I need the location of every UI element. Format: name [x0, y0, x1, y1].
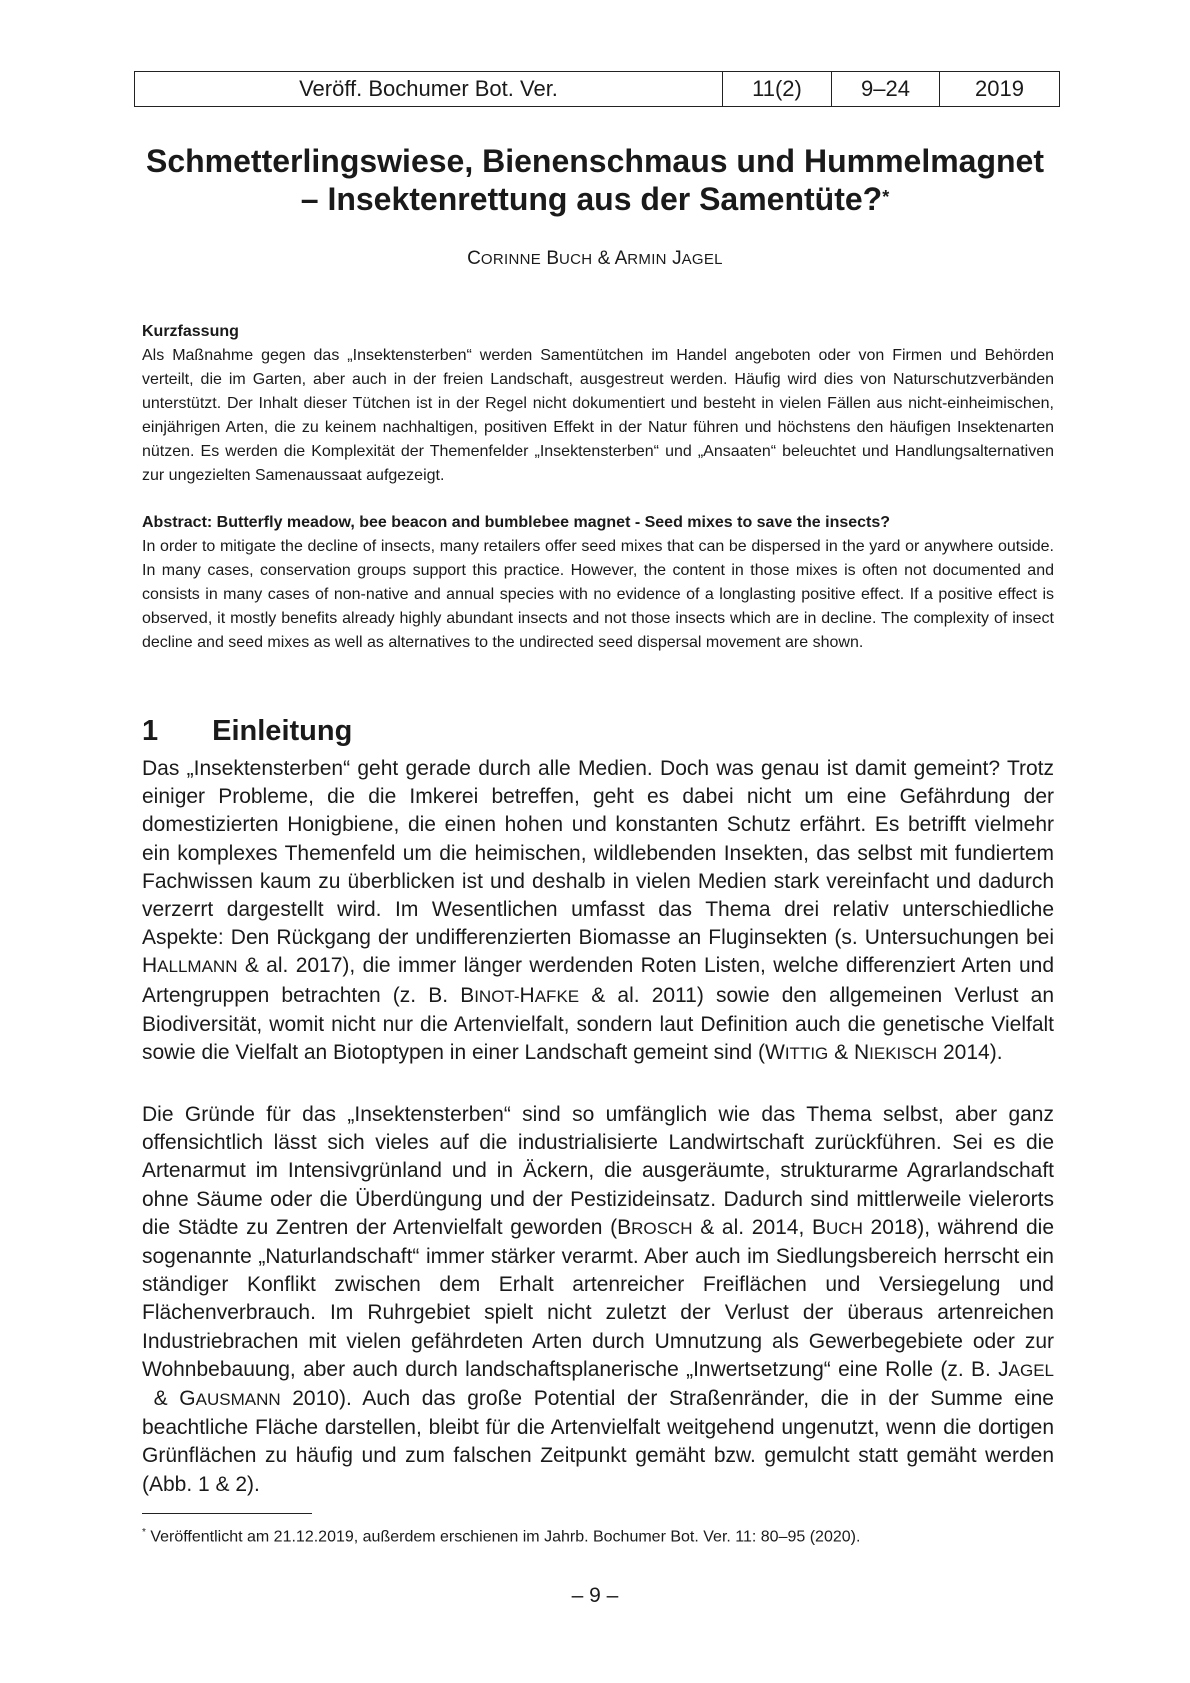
para1-text-1: Das „Insektensterben“ geht gerade durch alle Medien. Doch was genau ist damit gemeint? Trotz einiger Probleme, die die Imkerei betreffen, geht es dabei nicht um eine Gefährdung der domestizierten Honigbiene, die einen hohen und konstanten Schutz erfährt. Es betrifft vielmehr ein komplexes Themenfeld um die heimischen, wildlebenden Insekten, das selbst mit fundiertem Fachwissen kaum zu überblicken ist und deshalb in vielen Medien stark vereinfacht und dadurch verzerrt dargestellt wird. Im Wesentlichen umfasst das Thema drei relativ unterschiedliche Aspekte: Den Rückgang der undifferenzierten Biomasse an Fluginsekten (s. Untersuchungen bei — [142, 757, 1054, 950]
section-number: 1 — [142, 715, 159, 747]
para2-name-buch-rest: UCH — [826, 1218, 863, 1238]
para1-name-hafke-rest: AFKE — [534, 986, 580, 1006]
author-2-last-rest: AGEL — [681, 251, 723, 268]
para2-text-2: & al. 2014, — [692, 1215, 812, 1239]
para1-name-hafke-initial: H — [519, 983, 535, 1007]
section-heading — [142, 715, 352, 748]
author-1-first-rest: ORINNE — [480, 251, 542, 268]
para2-name-gausmann-initial: G — [179, 1387, 196, 1411]
footnote — [142, 1527, 860, 1546]
para1-text-3: & al. 2011) sowie den allgemeinen Verlust an Biodiversität, womit nicht nur die Artenvielfalt, sondern laut Definition auch die genetische Vielfalt sowie die Vielfalt an Biotoptypen in einer Landschaft gemeint sind ( — [142, 983, 1055, 1065]
abstract-heading: Abstract: Butterfly meadow, bee beacon and bumblebee magnet - Seed mixes to save the insects? — [142, 514, 891, 531]
para2-name-jagel-initial: J — [998, 1357, 1009, 1381]
para2-name-brosch-rest: ROSCH — [631, 1218, 693, 1238]
journal-header-table — [134, 71, 1060, 107]
footnote-text: Veröffentlicht am 21.12.2019, außerdem erschienen im Jahrb. Bochumer Bot. Ver. 11: 80–95 (2020). — [145, 1528, 861, 1546]
para2-text-5: 2010). Auch das große Potential der Straßenränder, die in der Summe eine beachtliche Fläche darstellen, bleibt für die Artenvielfalt weitgehend ungenutzt, wenn die dortigen Grünflächen zu häufig und zum falschen Zeitpunkt gemäht bzw. gemulcht statt gemäht werden (Abb. 1 & 2). — [142, 1387, 1054, 1496]
journal-name: Veröff. Bochumer Bot. Ver. — [135, 72, 723, 106]
author-2-last-initial: J — [672, 248, 682, 269]
paper-title — [100, 142, 1090, 218]
para2-text-1: Die Gründe für das „Insektensterben“ sind so umfänglich wie das Thema selbst, aber ganz offensichtlich lässt sich vieles auf die industrialisierte Landwirtschaft zurückführen. Sei es die Artenarmut im Intensivgrünland und in Äckern, die ausgeräumte, strukturarme Agrarlandschaft ohne Säume oder die Überdüngung und der Pestizideinsatz. Dadurch sind mittlerweile vielerorts die Städte zu Zentren der Artenvielfalt geworden ( — [142, 1103, 1054, 1239]
para2-name-buch-initial: B — [812, 1215, 827, 1239]
para2-text-3: 2018), während die sogenannte „Naturlandschaft“ immer stärker verarmt. Aber auch im Siedlungsbereich herrscht ein ständiger Konflikt zwischen dem Erhalt artenreicher Freiflächen und Versiegelung und Flächenverbrauch. Im Ruhrgebiet spielt nicht zuletzt der Verlust der überaus artenreichen Industriebrachen mit vielen gefährdeten Arten durch Umnutzung als Gewerbegebiete oder zur Wohnbebauung, aber auch durch landschaftsplanerische „Inwertsetzung“ eine Rolle (z. B. — [142, 1215, 1054, 1381]
para1-text-5: 2014). — [937, 1041, 1003, 1065]
para1-name-wittig-rest: ITTIG — [784, 1044, 829, 1064]
author-1-first-initial: C — [467, 248, 481, 269]
kurzfassung-heading: Kurzfassung — [142, 323, 239, 340]
title-footnote-mark: * — [882, 187, 890, 207]
footnote-rule — [142, 1513, 312, 1514]
journal-volume: 11(2) — [723, 72, 832, 106]
body-paragraph-1 — [142, 755, 1054, 1068]
para1-name-niekisch-rest: IEKISCH — [869, 1044, 938, 1064]
para2-name-gausmann-rest: AUSMANN — [195, 1390, 281, 1410]
title-line-2 — [100, 180, 1090, 218]
title-line-1: Schmetterlingswiese, Bienenschmaus und Hummelmagnet — [145, 143, 1044, 179]
title-line-2-text: – Insektenrettung aus der Samentüte? — [300, 181, 883, 217]
authors — [0, 248, 1190, 270]
author-1-last-initial: B — [546, 248, 559, 269]
para1-name-binot-rest: INOT- — [474, 986, 520, 1006]
journal-year: 2019 — [975, 76, 1024, 101]
body-paragraph-2 — [142, 1101, 1054, 1499]
para1-name-hallmann-initial: H — [142, 954, 158, 978]
para1-text-2: & al. 2017), die immer länger werdenden Roten Listen, welche differenziert Arten und Artengruppen betrachten (z. B. — [142, 954, 1054, 1007]
page-number: – 9 – — [571, 1584, 619, 1607]
para2-name-jagel-rest: AGEL — [1008, 1360, 1054, 1380]
para1-name-niekisch-initial: N — [853, 1041, 870, 1065]
section-title: Einleitung — [212, 715, 353, 747]
abstract-block — [142, 511, 1054, 655]
para2-text-4: & — [142, 1387, 180, 1411]
abstract-text: In order to mitigate the decline of insects, many retailers offer seed mixes that can be dispersed in the yard or anywhere outside. In many cases, conservation groups support this practice. However, the content in those mixes is often not documented and consists in many cases of non-native and annual species with no evidence of a longlasting positive effect. If a positive effect is observed, it mostly benefits already highly abundant insects and not those insects which are in decline. The complexity of insect decline and seed mixes as well as alternatives to the undirected seed dispersal movement are shown. — [142, 538, 1054, 651]
author-2-first-initial: A — [614, 248, 628, 269]
kurzfassung-block — [142, 320, 1054, 488]
para2-name-brosch-initial: B — [617, 1215, 632, 1239]
journal-pages: 9–24 — [832, 72, 940, 106]
author-2-first-rest: RMIN — [627, 251, 667, 268]
kurzfassung-text: Als Maßnahme gegen das „Insektensterben“ werden Samentütchen im Handel angeboten oder von Firmen und Behörden verteilt, die im Garten, aber auch in der freien Landschaft, ausgestreut werden. Häufig wird dies von Naturschutzverbänden unterstützt. Der Inhalt dieser Tütchen ist in der Regel nicht dokumentiert und besteht in vielen Fällen aus nicht-einheimischen, einjährigen Arten, die zu keinem nachhaltigen, positiven Effekt in der Natur führen und höchstens den häufigen Insektenarten nützen. Es werden die Komplexität der Themenfelder „Insektensterben“ und „Ansaaten“ beleuchtet und Handlungsalternativen zur ungezielten Samenaussaat aufgezeigt. — [142, 347, 1054, 484]
para1-name-wittig-initial: W — [765, 1041, 785, 1065]
para1-name-hallmann-rest: ALLMANN — [157, 957, 238, 977]
para1-name-binot-initial: B — [460, 983, 475, 1007]
para1-text-4: & — [828, 1041, 854, 1065]
author-1-last-rest: UCH — [559, 251, 593, 268]
author-separator: & — [592, 248, 615, 269]
footnote-mark: * — [142, 1527, 146, 1538]
